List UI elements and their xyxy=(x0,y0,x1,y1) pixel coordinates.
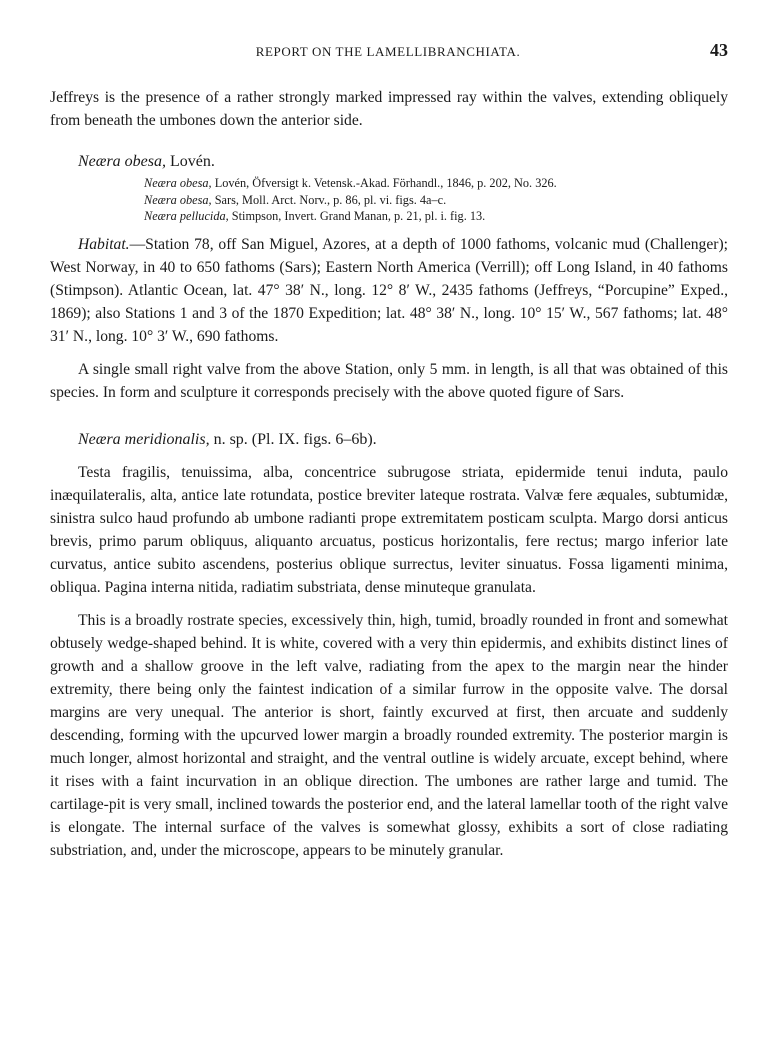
species-designation: n. sp. (Pl. IX. figs. 6–6b). xyxy=(213,430,377,448)
species-author: Lovén. xyxy=(170,153,215,170)
synonym-citation: Stimpson, Invert. Grand Manan, p. 21, pl. i. fig. 13. xyxy=(231,209,486,223)
habitat-label: Habitat. xyxy=(78,235,130,253)
synonym-citation: Lovén, Öfversigt k. Vetensk.-Akad. Förhandl., 1846, p. 202, No. 326. xyxy=(214,176,557,190)
synonym-name: Neæra obesa, xyxy=(144,176,212,190)
running-title: REPORT ON THE LAMELLIBRANCHIATA. xyxy=(255,44,521,59)
synonym-name: Neæra pellucida, xyxy=(144,209,229,223)
species-name: Neæra obesa, xyxy=(78,153,166,170)
page-body xyxy=(50,86,728,862)
habitat-text: —Station 78, off San Miguel, Azores, at a depth of 1000 fathoms, volcanic mud (Challenger); West Norway, in 40 to 650 fathoms (Sars); Eastern North America (Verrill); off Long Island, in 40 fathoms (Stimpson). Atlantic Ocean, lat. 47° 38′ N., long. 12° 8′ W., 2435 fathoms (Jeffreys, “Porcupine” Exped., 1869); also Stations 1 and 3 of the 1870 Expedition; lat. 48° 38′ N., long. 10° 15′ W., 567 fathoms; lat. 48° 31′ N., long. 10° 3′ W., 690 fathoms. xyxy=(50,235,728,345)
latin-description: Testa fragilis, tenuissima, alba, concentrice subrugose striata, epidermide tenui induta, paulo inæquilateralis, alta, antice late rotundata, postice breviter lateque rostrata. Valvæ fere æquales, subtumidæ, sinistra sulco haud profundo ab umbone radianti prope extremitatem posticam sculpta. Margo dorsi anticus brevis, primo parum obliquus, aliquanto arcuatus, posticus horizontalis, fere rectus; margo inferior late curvatus, antice subito ascendens, posterius oblique surrectus, leviter sinuatus. Fossa ligamenti minima, obliqua. Pagina interna nitida, radiatim substriata, dense minuteque granulata. xyxy=(50,463,728,596)
synonymy-entry xyxy=(144,175,728,192)
synonymy-list xyxy=(144,175,728,225)
english-description: This is a broadly rostrate species, excessively thin, high, tumid, broadly rounded in front and somewhat obtusely wedge-shaped behind. It is white, covered with a very thin epidermis, and exhibits distinct lines of growth and a shallow groove in the left valve, radiating from the apex to the margin near the hinder extremity, there being only the faintest indication of a similar furrow in the opposite valve. The dorsal margins are very unequal. The anterior is short, faintly excurved at first, then arcuate and suddenly descending, forming with the upcurved lower margin a broadly rounded extremity. The posterior margin is much longer, almost horizontal and straight, and the ventral outline is widely arcuate, except behind, where it rises with a faint incurvation in an oblique direction. The umbones are rather large and tumid. The cartilage-pit is very small, inclined towards the posterior end, and the lateral lamellar tooth of the right valve is elongate. The internal surface of the valves is somewhat glossy, exhibits a sort of close radiating substriation, and, under the microscope, appears to be minutely granular. xyxy=(50,611,728,859)
synonym-name: Neæra obesa, xyxy=(144,192,212,207)
habitat-paragraph xyxy=(50,233,728,348)
page-number: 43 xyxy=(710,40,728,60)
species-heading-meridionalis xyxy=(78,428,728,451)
synonymy-entry xyxy=(144,192,728,209)
intro-paragraph: Jeffreys is the presence of a rather strongly marked impressed ray within the valves, extending obliquely from beneath the umbones down the anterior side. xyxy=(50,89,728,129)
species-heading-obesa xyxy=(78,150,728,173)
species-name: Neæra meridionalis, xyxy=(78,430,210,448)
synonymy-entry xyxy=(144,208,728,225)
synonym-citation: Sars, Moll. Arct. Norv., p. 86, pl. vi. figs. 4a–c. xyxy=(214,192,447,207)
obesa-remarks: A single small right valve from the above Station, only 5 mm. in length, is all that was obtained of this species. In form and sculpture it corresponds precisely with the above quoted figure of Sars. xyxy=(50,360,728,401)
